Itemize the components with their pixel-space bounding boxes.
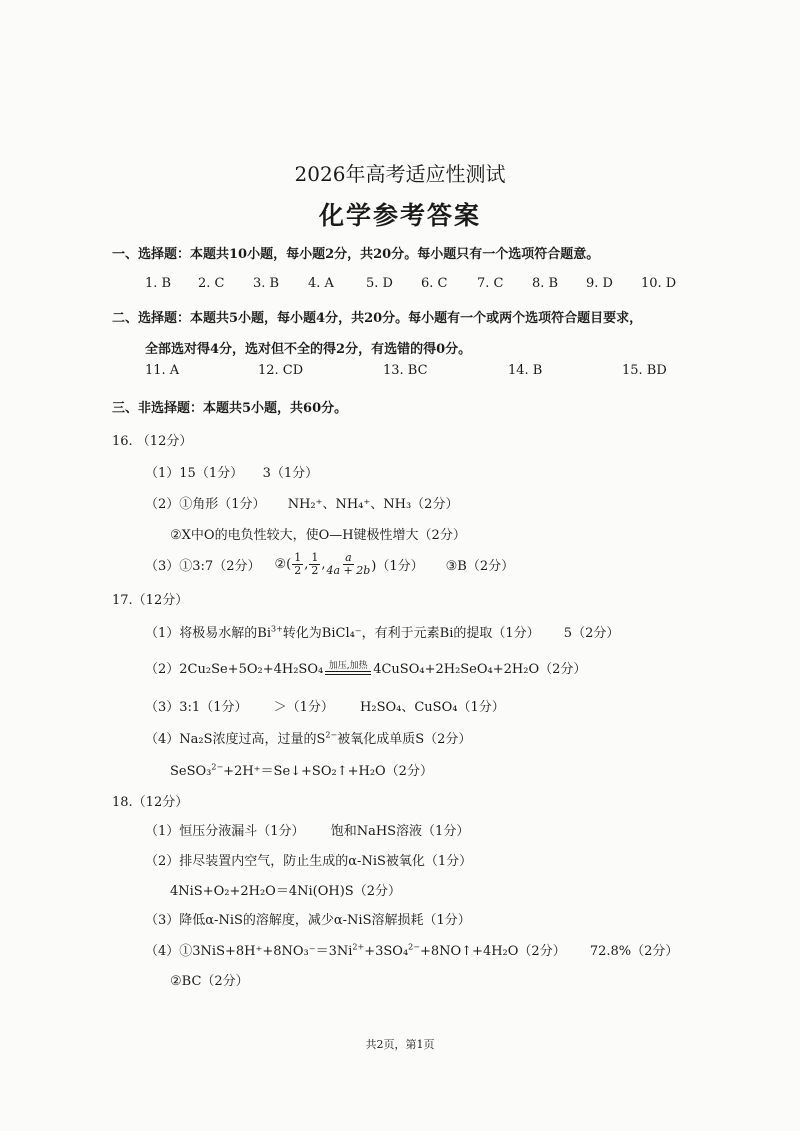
q18-part1 bbox=[145, 820, 469, 839]
section1-answer: 1. B bbox=[145, 276, 172, 291]
section1-answer: 9. D bbox=[586, 276, 613, 291]
q16-part2-prefix: （2）①角形（1分） bbox=[145, 497, 266, 512]
q16-frac3-den: 4a + 2b bbox=[326, 564, 371, 577]
q16-part2-species: NH₂⁺、NH₄⁺、NH₃（2分） bbox=[287, 497, 459, 512]
section1-answer: 7. C bbox=[477, 276, 504, 291]
q18-part1-a: （1）恒压分液漏斗（1分） bbox=[145, 824, 305, 839]
section2-answer: 12. CD bbox=[258, 363, 304, 378]
q17-part3 bbox=[145, 696, 505, 715]
q16-fraction-3 bbox=[326, 552, 370, 577]
section1-answer: 6. C bbox=[421, 276, 448, 291]
q16-frac2-den: 2 bbox=[311, 564, 319, 577]
q17-part4-line2-b: +2H⁺＝Se↓+SO₂↑+H₂O（2分） bbox=[223, 764, 433, 779]
q17-part1-c: 5（2分） bbox=[563, 626, 620, 641]
q17-part1-a: （1）将极易水解的Bi bbox=[145, 626, 271, 641]
section2-heading-line2: 全部选对得4分，选对但不全的得2分，有选错的得0分。 bbox=[145, 342, 472, 357]
q16-part3-b-open: ②( bbox=[274, 557, 292, 572]
q18-part4-sup1: 2+ bbox=[352, 942, 365, 952]
section2-heading: 二、选择题：本题共5小题，每小题4分，共20分。每小题有一个或两个选项符合题目要求， bbox=[112, 311, 643, 326]
equals-arrow-icon bbox=[325, 661, 371, 675]
section2-answer: 11. A bbox=[145, 363, 180, 378]
q16-frac2-num: 1 bbox=[311, 551, 319, 564]
q18-part4-c: +8NO↑+4H₂O（2分） bbox=[419, 944, 566, 959]
q17-part4-sup: 2− bbox=[325, 730, 338, 740]
q16-fraction-2 bbox=[309, 552, 320, 577]
q17-part1 bbox=[145, 622, 619, 641]
q18-part4 bbox=[145, 940, 678, 959]
section2-answer: 15. BD bbox=[622, 363, 667, 378]
q17-part3-b: ＞（1分） bbox=[273, 700, 334, 715]
q18-part4-line2: ②BC（2分） bbox=[170, 974, 249, 989]
q18-header: 18.（12分） bbox=[112, 795, 189, 810]
q18-part4-sup2: 2− bbox=[408, 942, 420, 952]
q16-frac3-num: a bbox=[345, 551, 352, 564]
doc-title: 化学参考答案 bbox=[318, 201, 481, 230]
q16-fraction-1 bbox=[292, 552, 303, 577]
q18-part1-b: 饱和NaHS溶液（1分） bbox=[330, 824, 470, 839]
q17-part4-line2-sup: 2− bbox=[211, 762, 224, 772]
q17-part4-line2-a: SeSO₃ bbox=[170, 764, 212, 779]
section2-answer: 14. B bbox=[508, 363, 543, 378]
section1-heading: 一、选择题：本题共10小题，每小题2分，共20分。每小题只有一个选项符合题意。 bbox=[112, 247, 600, 262]
section1-answer: 5. D bbox=[366, 276, 393, 291]
q16-part2-line2: ②X中O的电负性较大，使O—H键极性增大（2分） bbox=[170, 528, 466, 543]
q18-part4-d: 72.8%（2分） bbox=[589, 944, 679, 959]
q17-part1-b: 转化为BiCl₄⁻，有利于元素Bi的提取（1分） bbox=[282, 626, 540, 641]
q16-part1: （1）15（1分） 3（1分） bbox=[145, 466, 319, 481]
q16-frac1-den: 2 bbox=[294, 564, 302, 577]
q17-part2-right: 4CuSO₄+2H₂SeO₄+2H₂O（2分） bbox=[373, 662, 587, 677]
q17-part4-a: （4）Na₂S浓度过高，过量的S bbox=[145, 732, 326, 747]
q17-part3-c: H₂SO₄、CuSO₄（1分） bbox=[360, 700, 505, 715]
q17-part3-a: （3）3:1（1分） bbox=[145, 700, 248, 715]
q17-part1-sup: 3+ bbox=[270, 624, 283, 634]
page-footer: 共2页，第1页 bbox=[365, 1038, 435, 1051]
section1-answer: 3. B bbox=[253, 276, 280, 291]
q16-frac1-num: 1 bbox=[294, 551, 302, 564]
section1-answer: 10. D bbox=[641, 276, 677, 291]
q16-part3-c: ③B（2分） bbox=[445, 559, 515, 574]
q16-part2 bbox=[145, 493, 458, 512]
q16-part3-a: （3）①3:7（2分） bbox=[145, 559, 261, 574]
q17-header: 17.（12分） bbox=[112, 593, 189, 608]
section1-answer: 2. C bbox=[198, 276, 225, 291]
q18-part2: （2）排尽装置内空气，防止生成的α-NiS被氧化（1分） bbox=[145, 854, 473, 869]
section3-heading: 三、非选择题：本题共5小题，共60分。 bbox=[112, 401, 348, 416]
section1-answer: 8. B bbox=[532, 276, 559, 291]
q18-part4-a: （4）①3NiS+8H⁺+8NO₃⁻＝3Ni bbox=[145, 944, 353, 959]
q18-part4-b: +3SO₄ bbox=[364, 944, 409, 959]
section2-answer: 13. BC bbox=[383, 363, 428, 378]
q17-part4-line2 bbox=[170, 760, 433, 779]
section1-answer: 4. A bbox=[308, 276, 334, 291]
q16-part3: （3）①3:7（2分） ②( $\frac{1}{2}$ , $\frac{1}{2}$ , $\frac{a}{4a + 2b}$ )（1分） ③B（2分） bbox=[145, 551, 515, 577]
q16-part3-b-close: )（1分） bbox=[371, 559, 424, 574]
q17-part2-left: （2）2Cu₂Se+5O₂+4H₂SO₄ bbox=[145, 662, 324, 677]
q18-part3: （3）降低α-NiS的溶解度，减少α-NiS溶解损耗（1分） bbox=[145, 913, 471, 928]
q17-part4-b: 被氧化成单质S（2分） bbox=[337, 732, 472, 747]
q18-part2-line2: 4NiS+O₂+2H₂O＝4Ni(OH)S（2分） bbox=[170, 884, 401, 899]
q16-header: 16. （12分） bbox=[112, 434, 193, 449]
q17-part2 bbox=[145, 658, 586, 677]
q17-part4 bbox=[145, 728, 471, 747]
q17-part2-condition: 加压,加热 bbox=[328, 660, 368, 671]
exam-title: 2026年高考适应性测试 bbox=[294, 162, 506, 186]
